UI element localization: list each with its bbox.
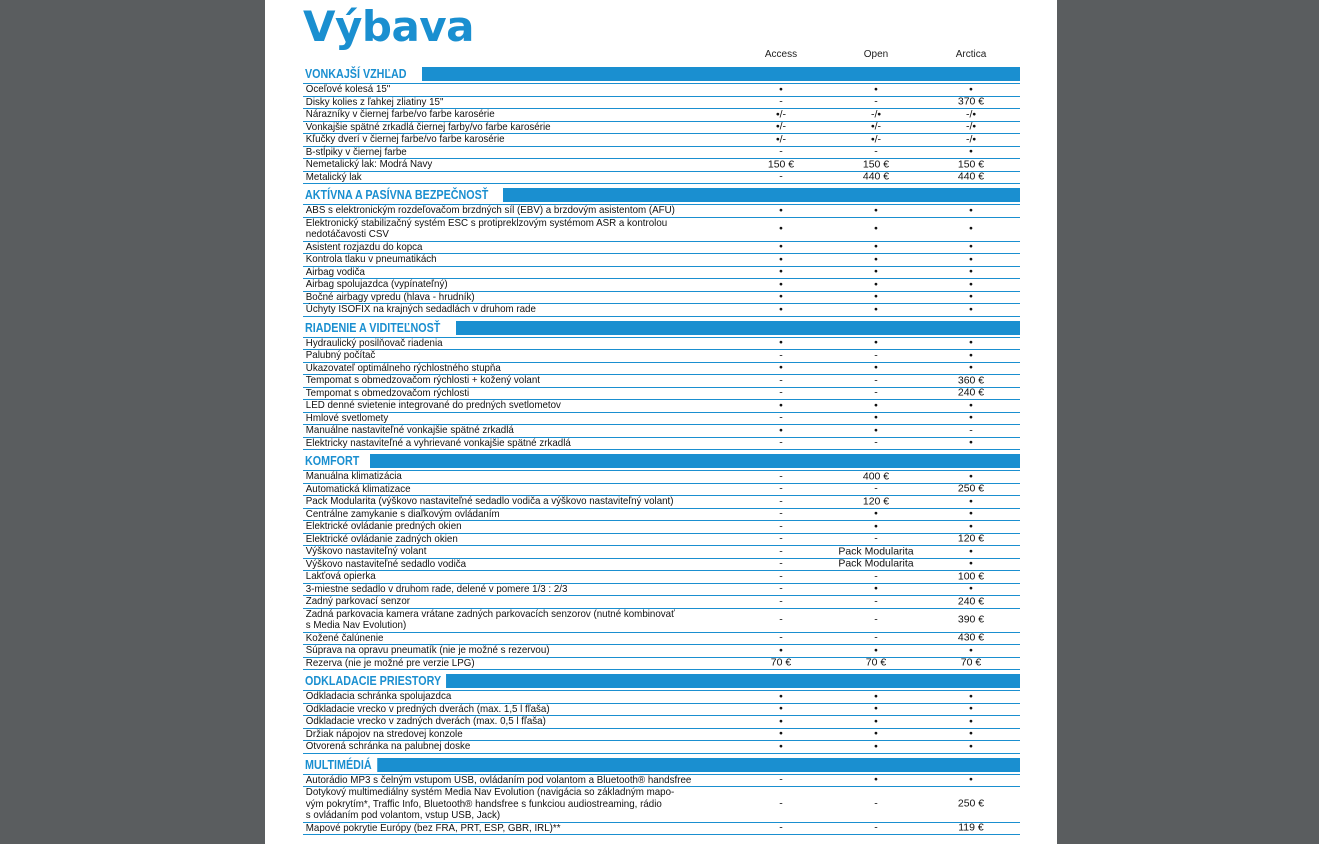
row-label: Vonkajšie spätné zrkadlá čiernej farby/vo farbe karosérie — [305, 120, 551, 133]
row-label: Manuálne nastaviteľné vonkajšie spätné zrkadlá — [305, 424, 514, 436]
cell-open: Pack Modularita — [838, 545, 914, 557]
cell-open: - — [874, 631, 878, 644]
row-label: Tempomat s obmedzovačom rýchlosti — [305, 386, 470, 399]
section-header — [303, 66, 1020, 84]
section-header — [303, 320, 1020, 338]
row-label: Kontrola tlaku v pneumatikách — [305, 253, 437, 265]
cell-access: • — [779, 83, 783, 95]
row-label: Kožené čalúnenie — [305, 631, 384, 644]
section-header — [303, 673, 1020, 691]
row-label: Odkladacia schránka spolujazdca — [305, 690, 452, 702]
cell-arctica: • — [969, 204, 973, 216]
row-label: Elektrické ovládanie zadných okien — [305, 532, 458, 545]
table-row — [303, 304, 1020, 317]
cell-access: - — [779, 95, 783, 108]
table-row — [303, 400, 1020, 413]
cell-open: • — [874, 520, 878, 532]
cell-arctica: • — [969, 265, 973, 278]
row-label: Metalický lak — [305, 170, 362, 183]
row-label: Manuálna klimatizácia — [305, 470, 402, 482]
cell-open: - — [874, 436, 878, 449]
section-title: AKTÍVNA A PASÍVNA BEZPEČNOSŤ — [305, 187, 494, 204]
table-row — [303, 218, 1020, 242]
cell-access: • — [779, 644, 783, 656]
cell-open: • — [874, 303, 878, 315]
cell-open: 150 € — [862, 158, 890, 170]
cell-open: • — [874, 265, 878, 278]
cell-arctica: -/• — [965, 120, 977, 133]
cell-open: • — [874, 399, 878, 411]
row-label: Autorádio MP3 s čelným vstupom USB, ovládaním pod volantom a Bluetooth® handsfree — [305, 773, 692, 786]
cell-open: • — [874, 702, 878, 715]
cell-access: - — [779, 545, 783, 557]
section-title: VONKAJŠÍ VZHĽAD — [305, 66, 412, 83]
cell-arctica: • — [969, 411, 973, 424]
cell-access: • — [779, 702, 783, 715]
cell-access: - — [779, 570, 783, 582]
cell-arctica: • — [969, 222, 973, 235]
cell-arctica: • — [969, 644, 973, 656]
cell-arctica: 360 € — [957, 374, 985, 386]
cell-access: - — [779, 520, 783, 532]
row-label: Ukazovateľ optimálneho rýchlostného stupňa — [305, 361, 501, 374]
cell-arctica: 370 € — [957, 95, 985, 108]
column-header-arctica: Arctica — [955, 49, 987, 60]
cell-open: - — [874, 374, 878, 386]
table-row — [303, 559, 1020, 572]
row-label: Výškovo nastaviteľné sedadlo vodiča — [305, 557, 467, 570]
cell-arctica: • — [969, 702, 973, 715]
cell-access: •/- — [775, 133, 787, 145]
cell-open: • — [874, 424, 878, 436]
cell-arctica: • — [969, 495, 973, 507]
cell-open: - — [874, 145, 878, 158]
cell-access: - — [779, 631, 783, 644]
cell-access: - — [779, 482, 783, 495]
cell-access: • — [779, 690, 783, 702]
cell-arctica: 70 € — [960, 656, 982, 669]
section-header — [303, 757, 1020, 775]
cell-access: • — [779, 399, 783, 411]
cell-open: • — [874, 253, 878, 265]
cell-arctica: 240 € — [957, 595, 985, 607]
row-label: Pack Modularita (výškovo nastaviteľné sedadlo vodiča a výškovo nastaviteľný volant) — [305, 495, 674, 507]
cell-access: 70 € — [770, 656, 792, 669]
cell-arctica: - — [969, 424, 973, 436]
cell-open: 120 € — [862, 495, 890, 507]
row-label: Tempomat s obmedzovačom rýchlosti + kožený volant — [305, 374, 540, 386]
cell-open: • — [874, 582, 878, 595]
cell-open: • — [874, 740, 878, 752]
section-bar — [503, 188, 1020, 202]
cell-open: 440 € — [862, 170, 890, 183]
cell-open: • — [874, 336, 878, 349]
cell-open: •/- — [870, 133, 882, 145]
cell-access: - — [779, 436, 783, 449]
section-bar — [370, 454, 1020, 468]
row-label: Asistent rozjazdu do kopca — [305, 240, 423, 253]
section-title: MULTIMÉDIÁ — [305, 757, 377, 774]
table-row — [303, 787, 1020, 823]
cell-access: • — [779, 715, 783, 727]
cell-arctica: 250 € — [957, 482, 985, 495]
cell-access: - — [779, 613, 783, 626]
cell-access: - — [779, 170, 783, 183]
cell-access: • — [779, 727, 783, 740]
table-row — [303, 438, 1020, 451]
cell-arctica: • — [969, 336, 973, 349]
cell-arctica: • — [969, 278, 973, 290]
cell-arctica: 390 € — [957, 613, 985, 626]
cell-open: - — [874, 482, 878, 495]
cell-open: - — [874, 595, 878, 607]
section-header — [303, 453, 1020, 471]
column-header-open: Open — [863, 49, 889, 60]
cell-arctica: 430 € — [957, 631, 985, 644]
row-label: LED denné svietenie integrované do predných svetlometov — [305, 399, 561, 411]
row-label: B-stĺpiky v čiernej farbe — [305, 145, 407, 158]
cell-access: • — [779, 740, 783, 752]
cell-open: • — [874, 773, 878, 786]
cell-open: - — [874, 821, 878, 834]
row-label: Odkladacie vrecko v zadných dverách (max. 0,5 l fľaša) — [305, 715, 546, 727]
cell-open: • — [874, 222, 878, 235]
row-label: Elektrické ovládanie predných okien — [305, 520, 462, 532]
cell-access: • — [779, 240, 783, 253]
row-label: Odkladacie vrecko v predných dverách (max. 1,5 l fľaša) — [305, 702, 550, 715]
cell-open: Pack Modularita — [838, 557, 914, 570]
cell-access: - — [779, 386, 783, 399]
cell-access: - — [779, 349, 783, 361]
cell-open: •/- — [870, 120, 882, 133]
section-header — [303, 187, 1020, 205]
table-row — [303, 338, 1020, 351]
cell-open: • — [874, 290, 878, 303]
cell-access: •/- — [775, 108, 787, 120]
row-label: 3-miestne sedadlo v druhom rade, delené v pomere 1/3 : 2/3 — [305, 582, 568, 595]
cell-open: - — [874, 532, 878, 545]
table-row — [303, 584, 1020, 597]
cell-arctica: 150 € — [957, 158, 985, 170]
row-label: Airbag spolujazdca (vypínateľný) — [305, 278, 448, 290]
row-label: Zadný parkovací senzor — [305, 595, 411, 607]
row-label: Oceľové kolesá 15" — [305, 83, 391, 95]
cell-access: • — [779, 204, 783, 216]
cell-arctica: • — [969, 240, 973, 253]
row-label: Nemetalický lak: Modrá Navy — [305, 158, 433, 170]
cell-access: • — [779, 265, 783, 278]
cell-arctica: -/• — [965, 133, 977, 145]
cell-access: • — [779, 303, 783, 315]
cell-arctica: • — [969, 253, 973, 265]
row-label: Automatická klimatizace — [305, 482, 411, 495]
row-label: Súprava na opravu pneumatík (nie je možné s rezervou) — [305, 644, 550, 656]
cell-access: • — [779, 290, 783, 303]
row-label: Elektricky nastaviteľné a vyhrievané vonkajšie spätné zrkadlá — [305, 436, 571, 449]
row-label: Nárazníky v čiernej farbe/vo farbe karosérie — [305, 108, 495, 120]
cell-access: - — [779, 595, 783, 607]
cell-arctica: • — [969, 470, 973, 482]
document-page — [265, 0, 1057, 844]
section-title: ODKLADACIE PRIESTORY — [305, 673, 446, 690]
cell-arctica: • — [969, 727, 973, 740]
cell-arctica: • — [969, 290, 973, 303]
cell-arctica: • — [969, 399, 973, 411]
cell-access: - — [779, 495, 783, 507]
cell-arctica: • — [969, 520, 973, 532]
cell-open: • — [874, 83, 878, 95]
cell-arctica: 440 € — [957, 170, 985, 183]
cell-access: - — [779, 582, 783, 595]
cell-open: - — [874, 95, 878, 108]
cell-access: - — [779, 411, 783, 424]
cell-open: • — [874, 240, 878, 253]
cell-arctica: 120 € — [957, 532, 985, 545]
cell-access: - — [779, 374, 783, 386]
row-label: Výškovo nastaviteľný volant — [305, 545, 427, 557]
cell-arctica: • — [969, 507, 973, 520]
cell-open: • — [874, 727, 878, 740]
cell-arctica: • — [969, 690, 973, 702]
cell-access: - — [779, 773, 783, 786]
cell-access: 150 € — [767, 158, 795, 170]
cell-access: • — [779, 278, 783, 290]
row-label: Rezerva (nie je možné pre verzie LPG) — [305, 656, 475, 669]
cell-access: - — [779, 507, 783, 520]
cell-arctica: 119 € — [958, 821, 984, 834]
row-label: Elektronický stabilizačný systém ESC s protipreklzovým systémom ASR a kontrolou nedotáčavosti CSV — [305, 216, 668, 240]
cell-arctica: 240 € — [957, 386, 985, 399]
row-label: Airbag vodiča — [305, 265, 365, 278]
table-row — [303, 609, 1020, 633]
row-label: Bočné airbagy vpredu (hlava - hrudník) — [305, 290, 475, 303]
cell-open: - — [874, 386, 878, 399]
cell-access: - — [779, 557, 783, 570]
cell-arctica: • — [969, 545, 973, 557]
row-label: Držiak nápojov na stredovej konzole — [305, 727, 463, 740]
cell-access: - — [779, 797, 783, 810]
section-bar — [456, 321, 1020, 335]
cell-access: • — [779, 222, 783, 235]
cell-open: • — [874, 644, 878, 656]
section-title: KOMFORT — [305, 453, 365, 470]
row-label: Centrálne zamykanie s diaľkovým ovládaním — [305, 507, 500, 520]
section-bar — [366, 758, 1020, 772]
column-header-access: Access — [764, 49, 798, 60]
cell-open: 400 € — [862, 470, 890, 482]
cell-open: -/• — [870, 108, 882, 120]
cell-open: • — [874, 690, 878, 702]
cell-open: • — [874, 715, 878, 727]
row-label: Hydraulický posilňovač riadenia — [305, 336, 443, 349]
equipment-table — [303, 66, 1020, 835]
cell-open: - — [874, 613, 878, 626]
cell-arctica: • — [969, 361, 973, 374]
row-label: Lakťová opierka — [305, 570, 376, 582]
cell-arctica: • — [969, 582, 973, 595]
table-row — [303, 658, 1020, 671]
row-label: Palubný počítač — [305, 349, 376, 361]
table-row — [303, 823, 1020, 836]
cell-access: • — [779, 253, 783, 265]
table-row — [303, 159, 1020, 172]
cell-open: 70 € — [865, 656, 887, 669]
cell-arctica: • — [969, 773, 973, 786]
cell-open: - — [874, 570, 878, 582]
cell-access: •/- — [775, 120, 787, 133]
cell-open: • — [874, 361, 878, 374]
cell-arctica: • — [969, 740, 973, 752]
cell-access: • — [779, 361, 783, 374]
cell-arctica: • — [969, 436, 973, 449]
row-label: Kľučky dverí v čiernej farbe/vo farbe karosérie — [305, 133, 505, 145]
section-bar — [422, 67, 1020, 81]
row-label: Hmlové svetlomety — [305, 411, 389, 424]
cell-access: - — [779, 470, 783, 482]
cell-access: - — [779, 145, 783, 158]
page-title: Výbava — [303, 2, 475, 51]
cell-access: - — [779, 821, 783, 834]
table-row — [303, 134, 1020, 147]
cell-arctica: • — [969, 349, 973, 361]
row-label: Úchyty ISOFIX na krajných sedadlách v druhom rade — [305, 303, 536, 315]
row-label: Dotykový multimediálny systém Media Nav Evolution (navigácia so základným mapo- vým pokrytím*, Traffic Info, Bluetooth® handsfree s funkciou audiostreaming, rádio s ovládaním pod volantom, vstup USB, Jack) — [305, 786, 675, 821]
cell-open: • — [874, 204, 878, 216]
row-label: ABS s elektronickým rozdeľovačom brzdných síl (EBV) a brzdovým asistentom (AFU) — [305, 204, 675, 216]
cell-arctica: • — [969, 557, 973, 570]
cell-access: - — [779, 532, 783, 545]
cell-arctica: • — [969, 303, 973, 315]
row-label: Otvorená schránka na palubnej doske — [305, 740, 471, 752]
section-title: RIADENIE A VIDITEĽNOSŤ — [305, 320, 446, 337]
cell-arctica: -/• — [965, 108, 977, 120]
cell-arctica: • — [969, 715, 973, 727]
cell-access: • — [779, 336, 783, 349]
table-row — [303, 254, 1020, 267]
cell-access: • — [779, 424, 783, 436]
row-label: Disky kolies z ľahkej zliatiny 15" — [305, 95, 444, 108]
cell-open: • — [874, 278, 878, 290]
cell-open: - — [874, 349, 878, 361]
cell-open: • — [874, 507, 878, 520]
row-label: Mapové pokrytie Európy (bez FRA, PRT, ESP, GBR, IRL)** — [305, 821, 561, 834]
table-row — [303, 172, 1020, 185]
cell-open: • — [874, 411, 878, 424]
row-label: Zadná parkovacia kamera vrátane zadných parkovacích senzorov (nutné kombinovať s Media Nav Evolution) — [305, 607, 675, 631]
cell-arctica: • — [969, 83, 973, 95]
cell-arctica: 100 € — [957, 570, 985, 582]
cell-open: - — [874, 797, 878, 810]
section-bar — [420, 674, 1020, 688]
cell-arctica: 250 € — [957, 797, 985, 810]
table-row — [303, 741, 1020, 754]
cell-arctica: • — [969, 145, 973, 158]
